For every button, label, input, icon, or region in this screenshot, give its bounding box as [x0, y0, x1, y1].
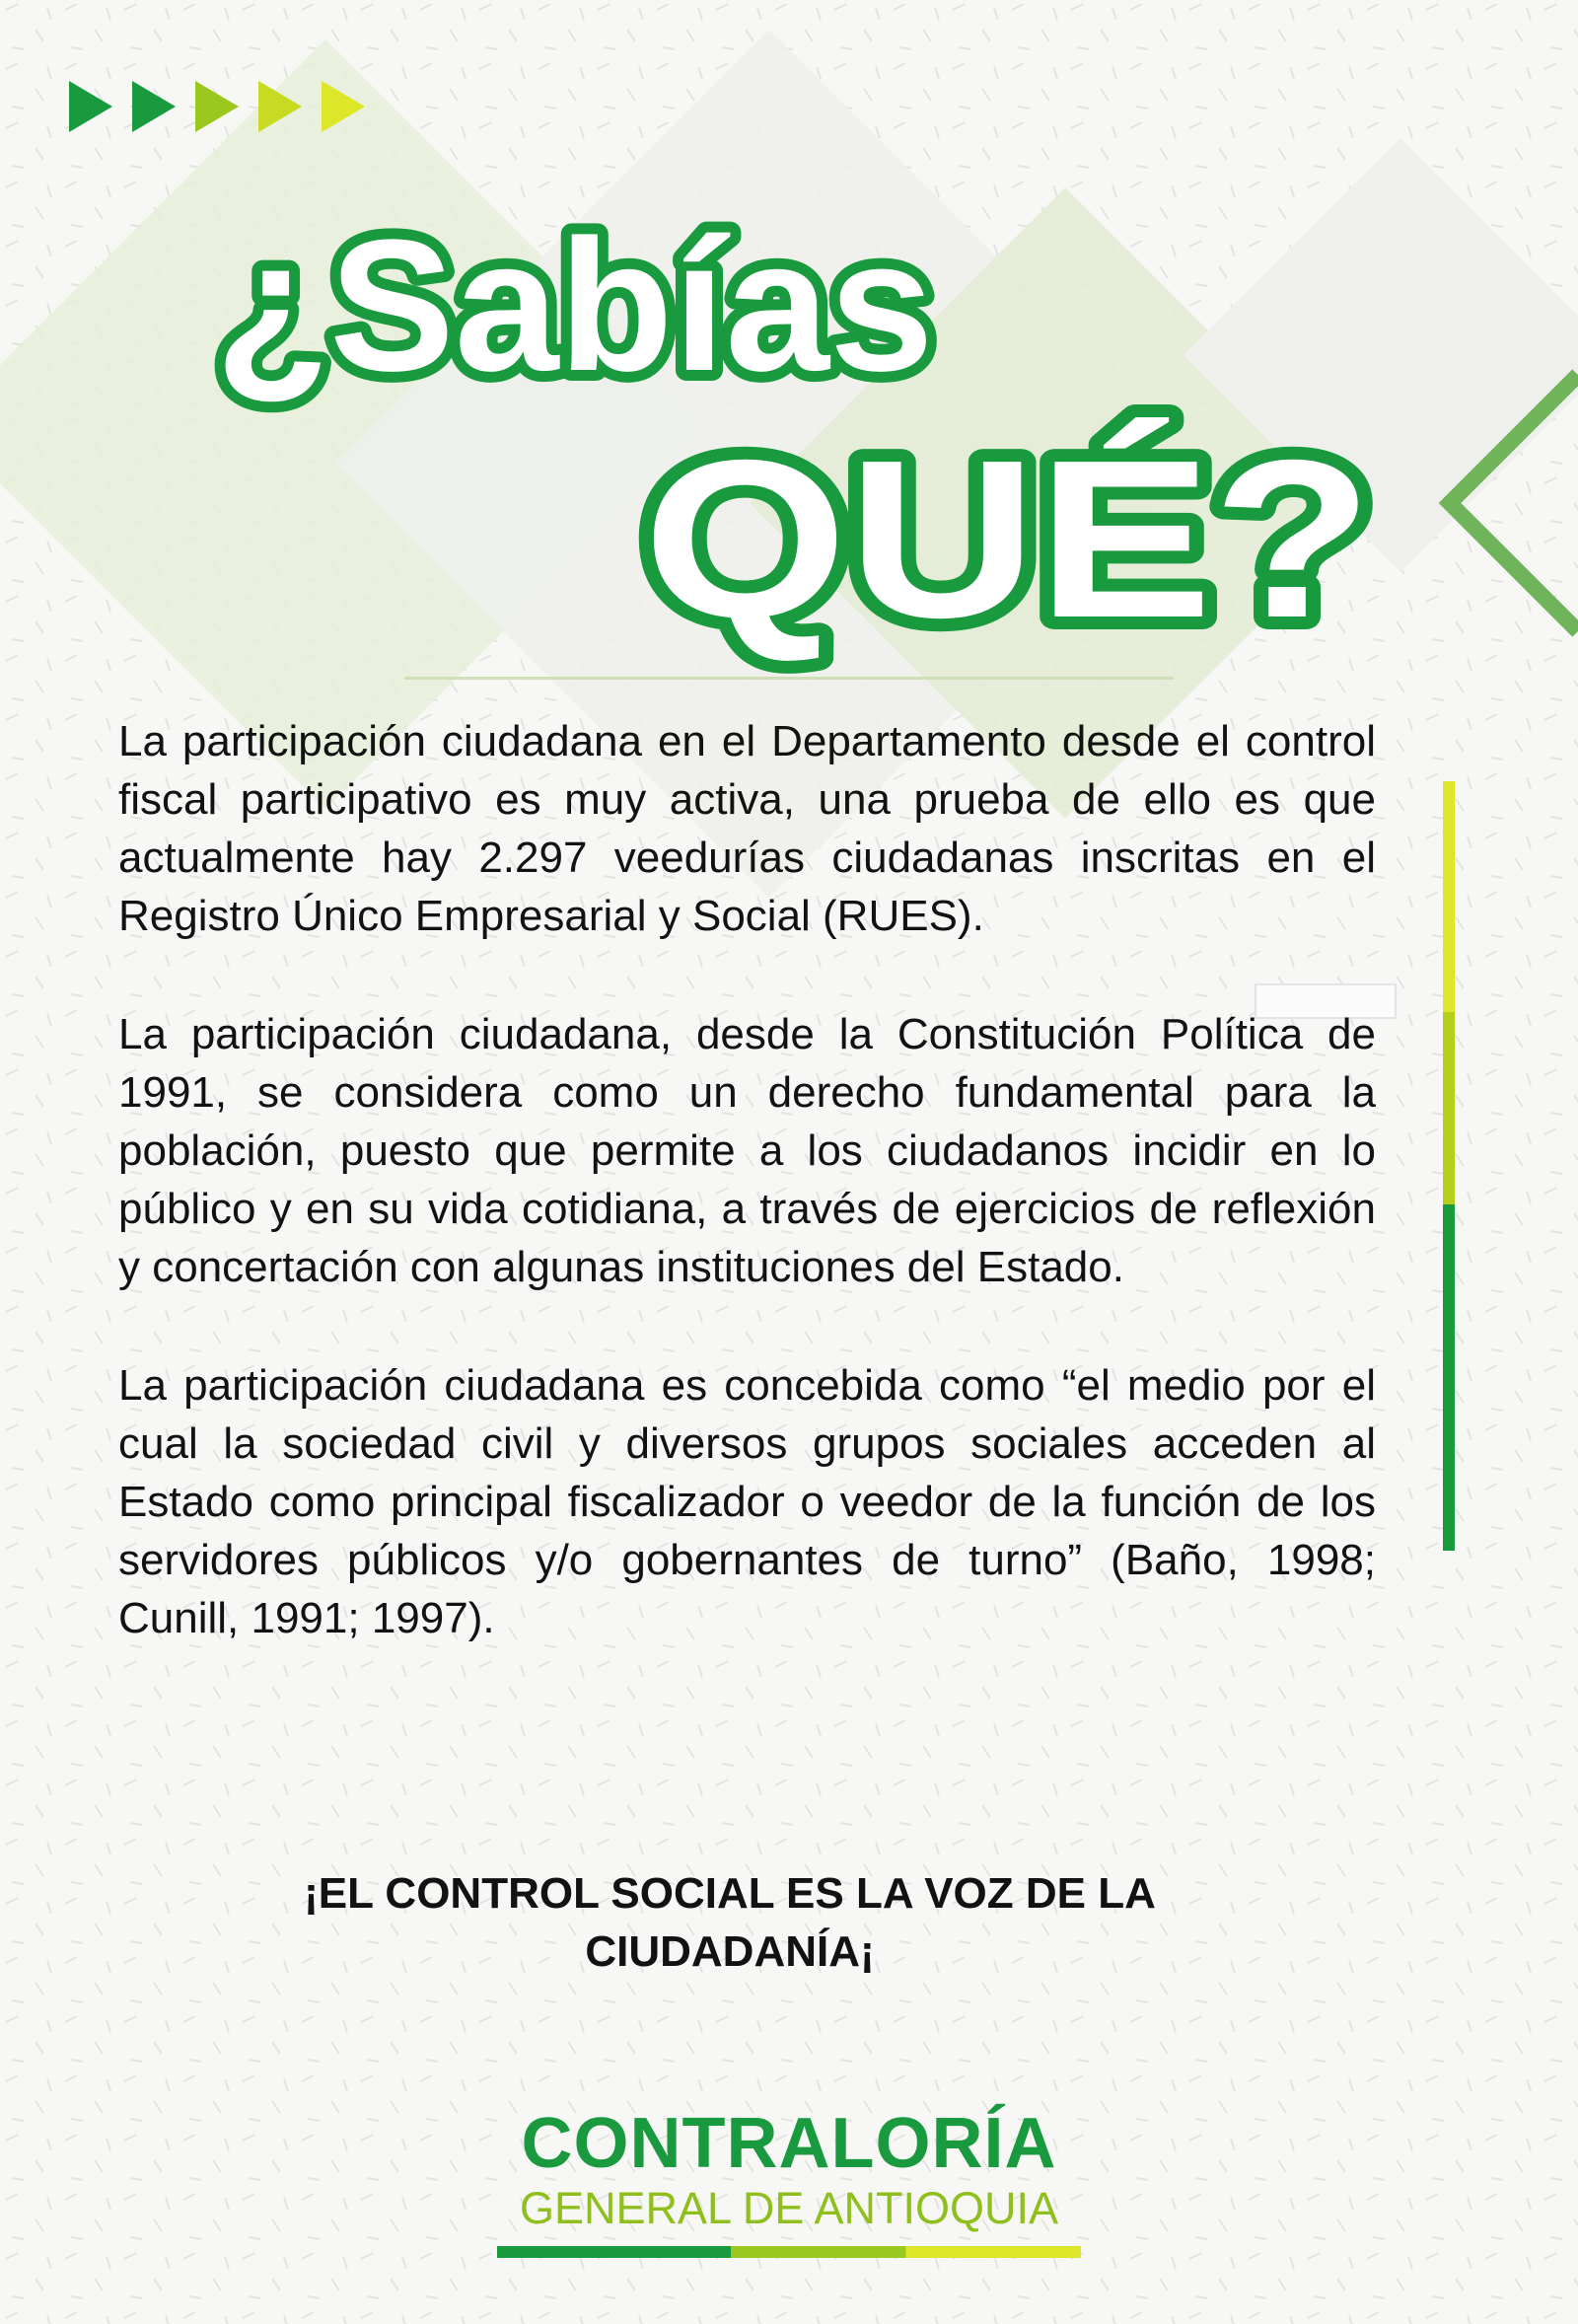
- paragraph-2: La participación ciudadana, desde la Constitución Política de 1991, se considera como un derecho fundamental para la población, puesto que permite a los ciudadanos incidir en lo público y en su vida cotidiana, a través de ejercicios de reflexión y concertación con algunas instituciones del Estado.: [118, 1010, 1376, 1291]
- contraloria-logo: [493, 2104, 1085, 2258]
- logo-color-bar: [497, 2246, 1081, 2258]
- logo-name: CONTRALORÍA: [521, 2104, 1057, 2183]
- headline-line-2: QUÉ?: [643, 414, 1373, 665]
- headline: [0, 0, 1578, 690]
- article-body: [118, 712, 1376, 1707]
- title-divider: [404, 677, 1174, 680]
- paragraph-3: La participación ciudadana es concebida como “el medio por el cual la sociedad civil y diversos grupos sociales acceden al Estado como principal fiscalizador o veedor de la función de los servidores públicos y/o gobernantes de turno” (Baño, 1998; Cunill, 1991; 1997).: [118, 1361, 1376, 1642]
- side-accent-bar: [1443, 781, 1455, 1551]
- slogan: [237, 1864, 1223, 1981]
- headline-line-1: ¿Sabías: [215, 201, 934, 410]
- paragraph-1: La participación ciudadana en el Departamento desde el control fiscal participativo es muy activa, una prueba de ello es que actualmente hay 2.297 veedurías ciudadanas inscritas en el Registro Único Empresarial y Social (RUES).: [118, 717, 1376, 940]
- logo-subtitle: GENERAL DE ANTIOQUIA: [520, 2183, 1058, 2233]
- slogan-line-2: CIUDADANÍA¡: [585, 1927, 875, 1976]
- slogan-line-1: ¡EL CONTROL SOCIAL ES LA VOZ DE LA: [304, 1869, 1156, 1918]
